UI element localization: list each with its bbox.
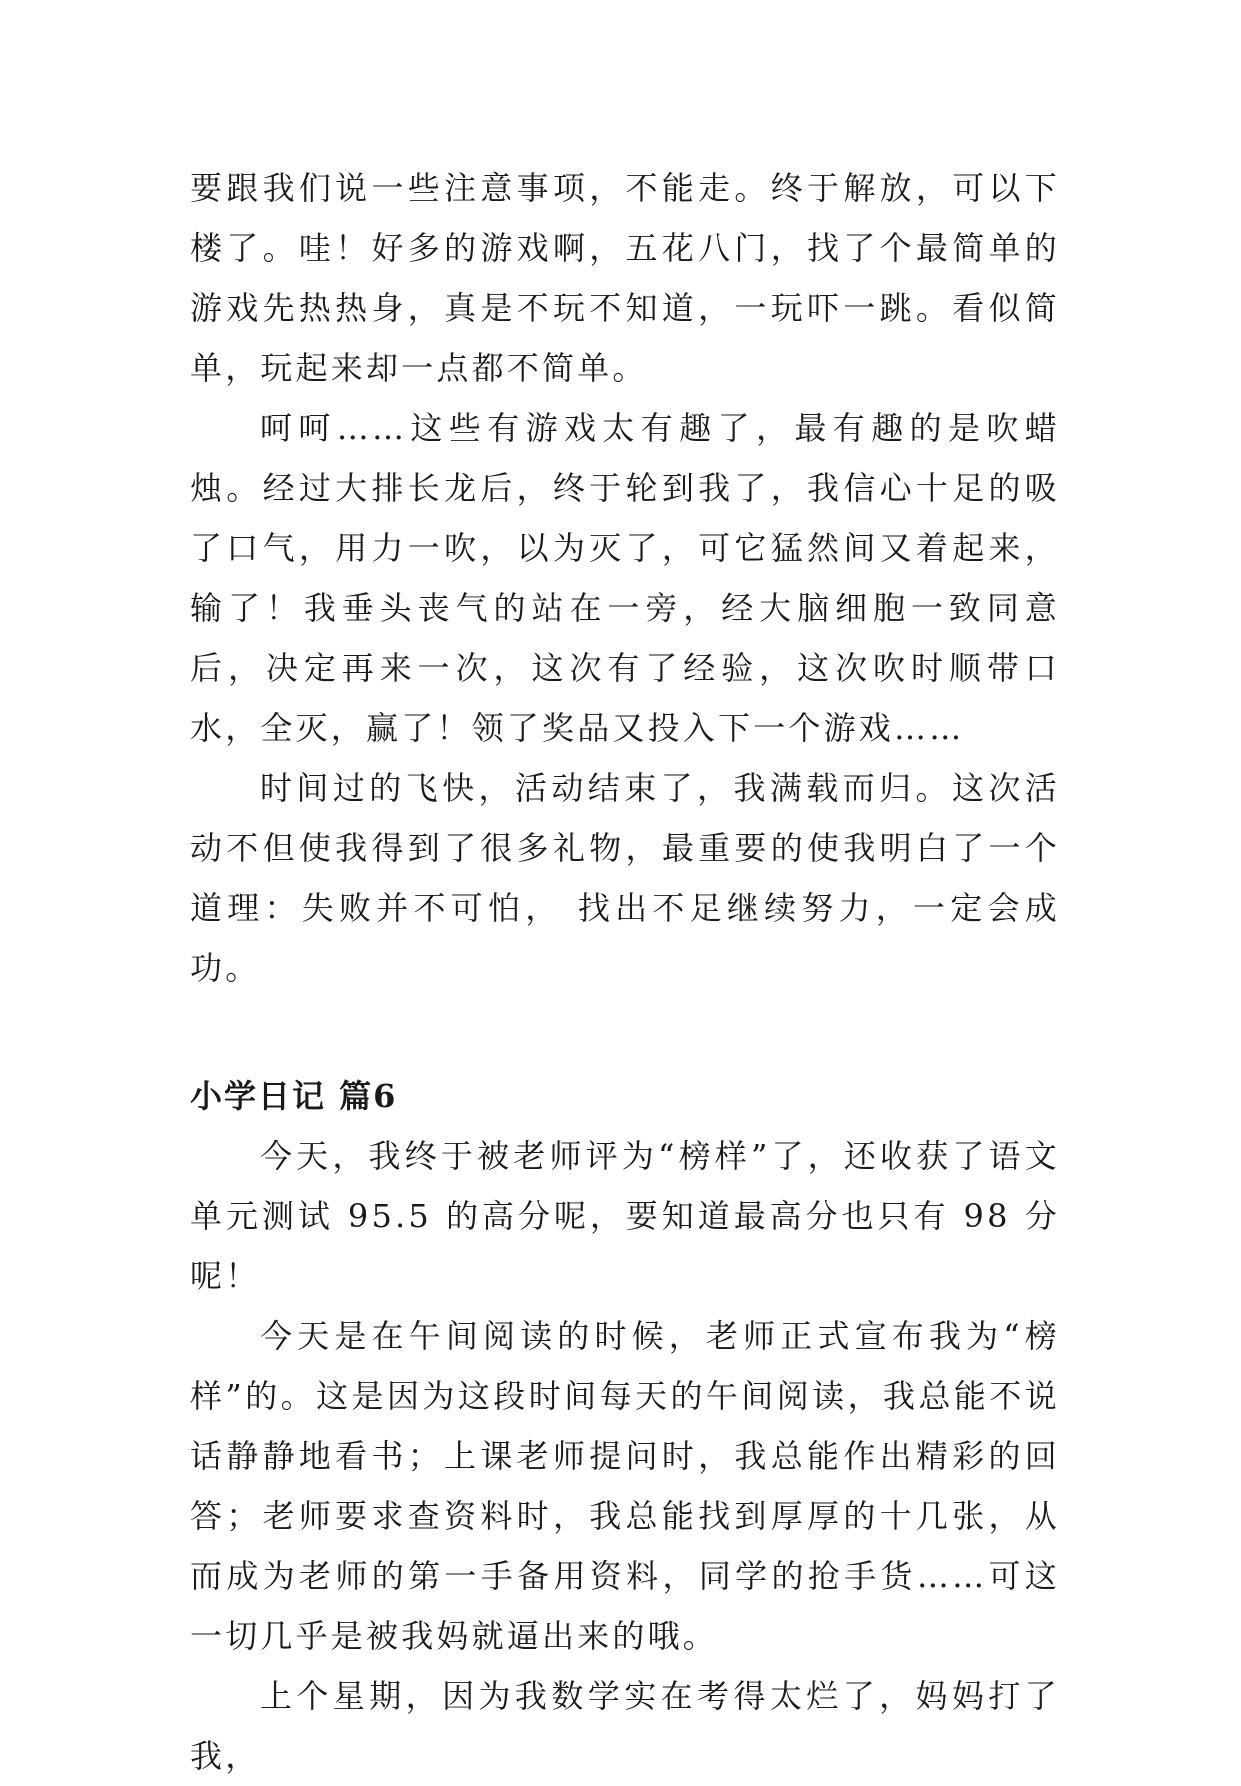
paragraph: 今天，我终于被老师评为“榜样”了，还收获了语文单元测试 95.5 的高分呢，要知道最高分也只有 98 分呢！ (190, 1137, 1060, 1295)
paragraph: 要跟我们说一些注意事项，不能走。终于解放，可以下楼了。哇！好多的游戏啊，五花八门，找了个最简单的游戏先热热身，真是不玩不知道，一玩吓一跳。看似简单，玩起来却一点都不简单。 (190, 169, 1060, 387)
paragraph: 今天是在午间阅读的时候，老师正式宣布我为“榜样”的。这是因为这段时间每天的午间阅读，我总能不说话静静地看书；上课老师提问时，我总能作出精彩的回答；老师要求查资料时，我总能找到厚厚的十几张，从而成为老师的第一手备用资料，同学的抢手货……可这一切几乎是被我妈就逼出来的哦。 (190, 1317, 1060, 1655)
document-page (190, 158, 1060, 1786)
paragraph: 上个星期，因为我数学实在考得太烂了，妈妈打了我， (190, 1677, 1060, 1775)
paragraph: 时间过的飞快，活动结束了，我满载而归。这次活动不但使我得到了很多礼物，最重要的使我明白了一个道理：失败并不可怕， 找出不足继续努力，一定会成功。 (190, 769, 1060, 987)
paragraph: 呵呵……这些有游戏太有趣了，最有趣的是吹蜡烛。经过大排长龙后，终于轮到我了，我信心十足的吸了口气，用力一吹，以为灭了，可它猛然间又着起来，输了！我垂头丧气的站在一旁，经大脑细胞一致同意后，决定再来一次，这次有了经验，这次吹时顺带口水，全灭，赢了！领了奖品又投入下一个游戏…… (190, 409, 1060, 747)
section-heading: 小学日记 篇6 (190, 1077, 398, 1115)
